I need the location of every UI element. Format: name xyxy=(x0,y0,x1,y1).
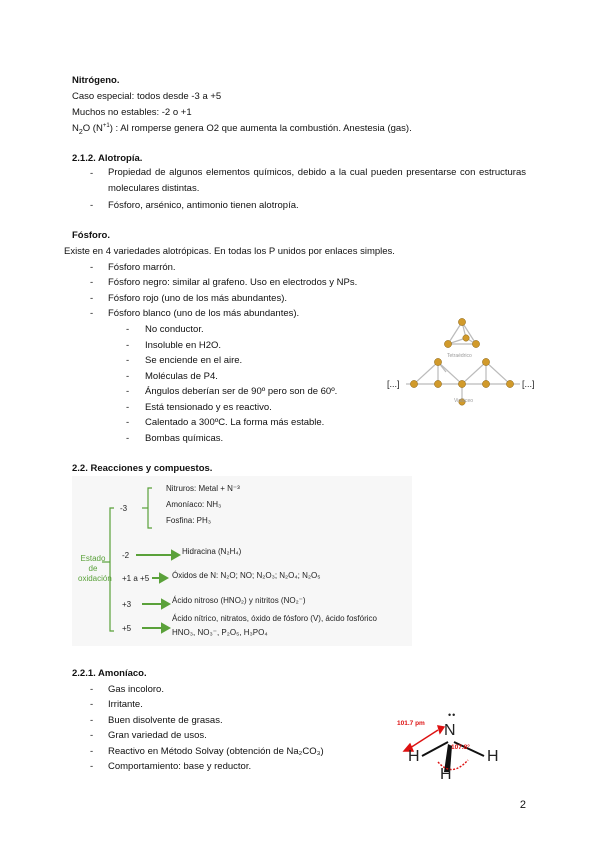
reacciones-title: 2.2. Reacciones y compuestos. xyxy=(72,463,213,474)
dash: - xyxy=(126,340,130,351)
state-line: Ácido nítrico, nitratos, óxido de fósforo (V), ácido fosfórico xyxy=(172,614,377,623)
dash: - xyxy=(90,761,94,772)
state-line: Amoníaco: NH₃ xyxy=(166,500,222,509)
dash: - xyxy=(126,433,130,444)
fosforo-sub-7: Bombas químicas. xyxy=(145,433,224,444)
state-label: +3 xyxy=(122,600,132,609)
dash: - xyxy=(126,402,130,413)
lone-pair: •• xyxy=(448,710,457,720)
dash: - xyxy=(126,386,130,397)
dash: - xyxy=(90,262,94,273)
dash: - xyxy=(90,684,94,695)
root-line-1: de xyxy=(88,564,98,573)
dash: - xyxy=(126,417,130,428)
atom-h-bottom: H xyxy=(440,766,452,783)
nitrogeno-title: Nitrógeno. xyxy=(72,75,120,86)
dash: - xyxy=(90,730,94,741)
fosforo-intro: Existe en 4 variedades alotrópicas. En todas los P unidos por enlaces simples. xyxy=(64,246,395,257)
dash: - xyxy=(126,371,130,382)
bracket-right: [...] xyxy=(522,379,535,389)
amoniaco-title: 2.2.1. Amoníaco. xyxy=(72,668,147,679)
n2o-sub: 2 xyxy=(78,129,83,137)
state-line: Fosfina: PH₃ xyxy=(166,516,212,525)
fosforo-item-1: Fósforo negro: similar al grafeno. Uso en electrodos y NPs. xyxy=(108,277,358,288)
fosforo-sub-3: Moléculas de P4. xyxy=(145,371,218,382)
bracket-left: [...] xyxy=(387,379,400,389)
bond-length-label: 101.7 pm xyxy=(397,720,425,727)
nitrogeno-line3 xyxy=(72,123,412,136)
nitrogeno-line2: Muchos no estables: -2 o +1 xyxy=(72,107,192,118)
state-label: -2 xyxy=(122,551,130,560)
figure-label-top: Tetraédrico xyxy=(447,353,472,359)
state-line: Nitruros: Metal + N⁻³ xyxy=(166,484,240,493)
atom-n: N xyxy=(444,722,456,739)
atom-h-left: H xyxy=(408,748,420,765)
state-label: +1 a +5 xyxy=(122,574,150,583)
dash: - xyxy=(90,277,94,288)
dash: - xyxy=(90,746,94,757)
figure-label-bottom: Violáceo xyxy=(454,398,474,404)
amoniaco-item-4: Reactivo en Método Solvay (obtención de Na₂CO₃) xyxy=(108,746,324,757)
state-label: +5 xyxy=(122,624,132,633)
page-number: 2 xyxy=(519,799,526,811)
atom-h-right: H xyxy=(487,748,499,765)
dash: - xyxy=(90,715,94,726)
dash: - xyxy=(126,324,130,335)
amoniaco-item-5: Comportamiento: base y reductor. xyxy=(108,761,252,772)
fosforo-item-2: Fósforo rojo (uno de los más abundantes). xyxy=(108,293,288,304)
fosforo-item-0: Fósforo marrón. xyxy=(108,262,176,273)
root-line-0: Estado xyxy=(80,554,106,563)
fosforo-sub-4: Ángulos deberían ser de 90º pero son de 60º. xyxy=(145,386,338,397)
dash: - xyxy=(90,699,94,710)
fosforo-sub-5: Está tensionado y es reactivo. xyxy=(145,402,272,413)
dash: - xyxy=(90,308,94,319)
dash: - xyxy=(90,293,94,304)
fosforo-title: Fósforo. xyxy=(72,230,110,241)
amoniaco-item-3: Gran variedad de usos. xyxy=(108,730,207,741)
alotropia-item-0: Propiedad de algunos elementos químicos, debido a la cual pueden presentarse con estructuras moleculares distintas. xyxy=(108,167,526,194)
fosforo-sub-1: Insoluble en H2O. xyxy=(145,340,222,351)
state-line: HNO₃, NO₃⁻, P₂O₅, H₃PO₄ xyxy=(172,628,268,637)
fosforo-sub-0: No conductor. xyxy=(145,324,204,335)
root-line-2: oxidación xyxy=(78,574,112,583)
dash: - xyxy=(126,355,130,366)
dash: - xyxy=(90,168,94,179)
amoniaco-item-2: Buen disolvente de grasas. xyxy=(108,715,223,726)
fosforo-sub-6: Calentado a 300ºC. La forma más estable. xyxy=(145,417,325,428)
dash: - xyxy=(90,200,94,211)
amoniaco-item-1: Irritante. xyxy=(108,699,143,710)
n2o-sup: +1 xyxy=(102,123,110,129)
state-line: Ácido nitroso (HNO₂) y nitritos (NO₂⁻) xyxy=(172,596,306,605)
state-label: -3 xyxy=(120,504,128,513)
n2o-mid: O (N xyxy=(82,123,103,135)
fosforo-item-3: Fósforo blanco (uno de los más abundantes). xyxy=(108,308,300,319)
alotropia-title: 2.1.2. Alotropía. xyxy=(72,153,143,164)
alotropia-item-1: Fósforo, arsénico, antimonio tienen alotropía. xyxy=(108,200,299,211)
fosforo-sub-2: Se enciende en el aire. xyxy=(145,355,243,366)
diagram-root xyxy=(78,554,112,584)
amoniaco-item-0: Gas incoloro. xyxy=(108,684,164,695)
n2o-n: N xyxy=(72,123,79,135)
state-line: Hidracina (N₂H₄) xyxy=(182,547,242,556)
n2o-rest: ) : Al romperse genera O2 que aumenta la combustión. Anestesia (gas). xyxy=(109,123,412,135)
nitrogeno-line1: Caso especial: todos desde -3 a +5 xyxy=(72,91,222,102)
state-line: Óxidos de N: N₂O; NO; N₂O₃; N₂O₄; N₂O₅ xyxy=(172,571,321,580)
bond-angle-label: 107.8° xyxy=(451,744,470,751)
